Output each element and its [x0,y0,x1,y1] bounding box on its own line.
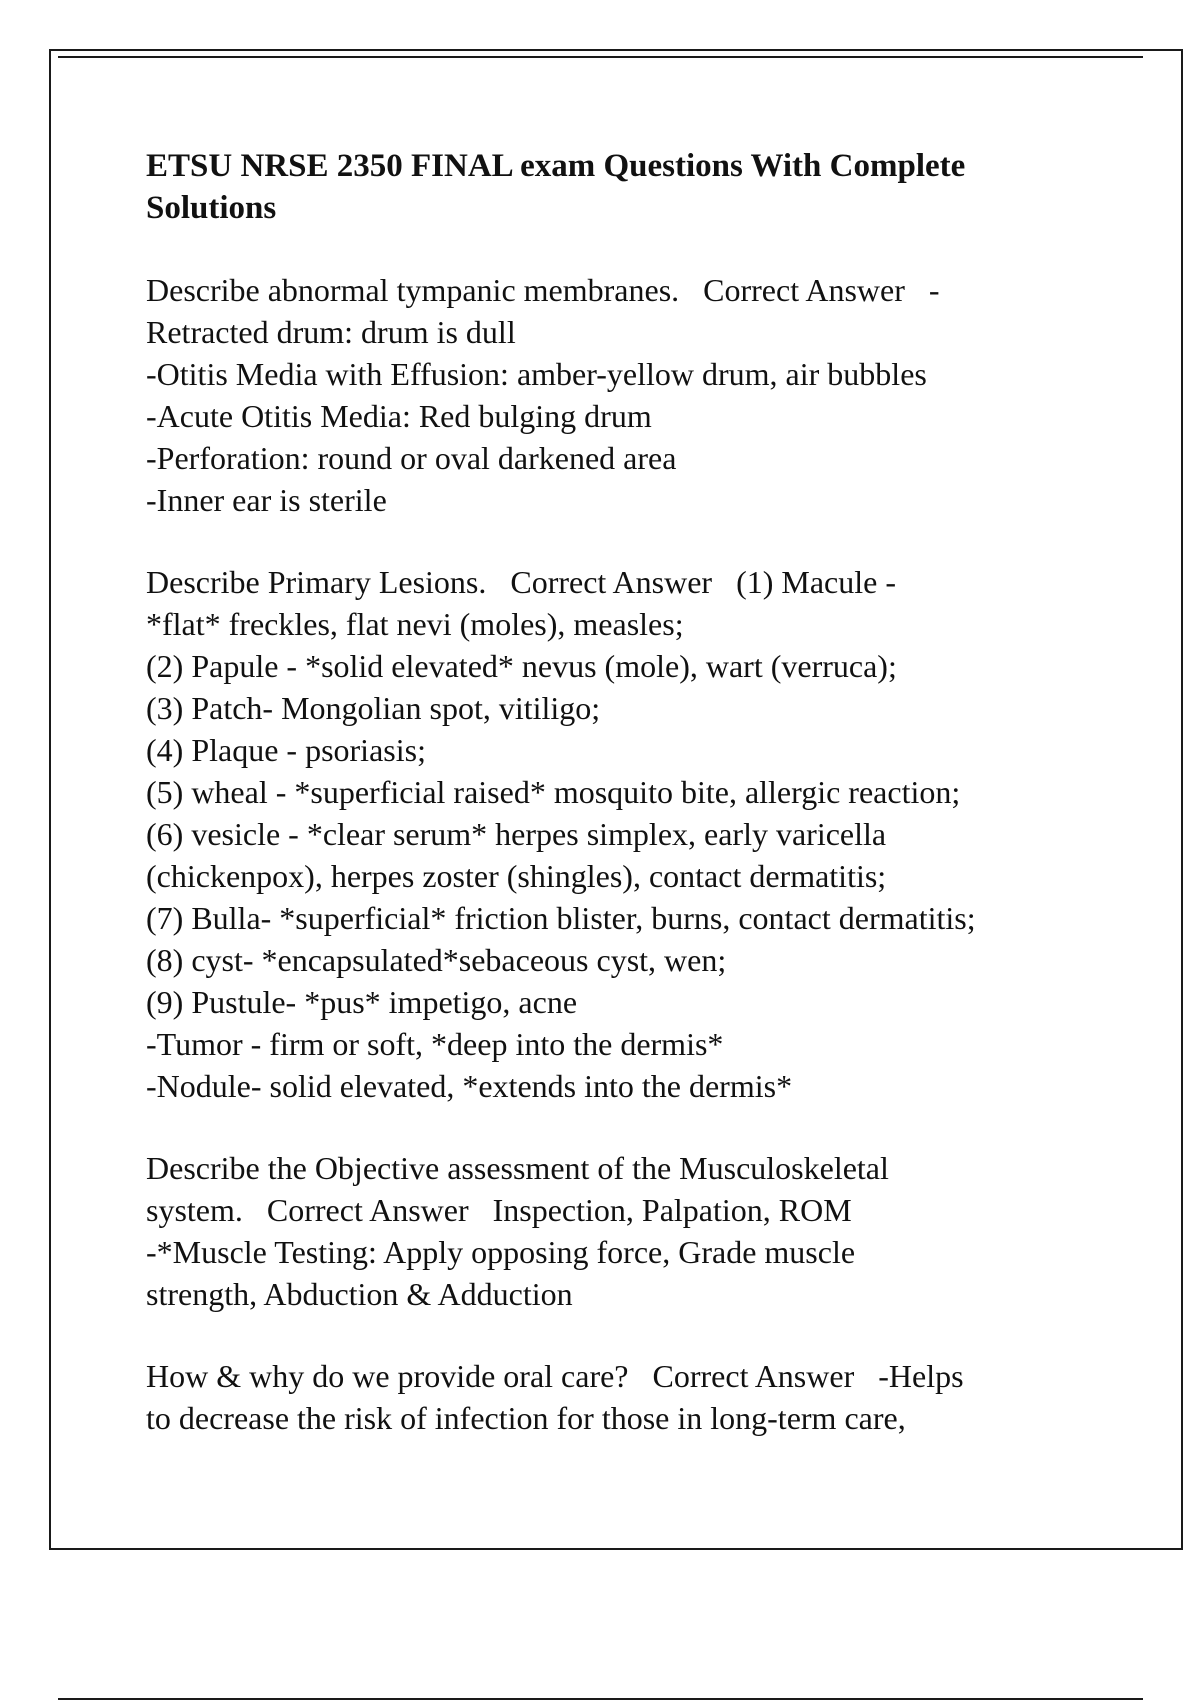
qa-line: -*Muscle Testing: Apply opposing force, Grade muscle [146,1234,856,1270]
qa-line: -Inner ear is sterile [146,482,387,518]
qa-line: -Acute Otitis Media: Red bulging drum [146,398,652,434]
qa-line: (4) Plaque - psoriasis; [146,732,426,768]
qa-line: Describe the Objective assessment of the Musculoskeletal [146,1150,889,1186]
title-line: Solutions [146,190,277,226]
qa-line: strength, Abduction & Adduction [146,1276,573,1312]
qa-line: (6) vesicle - *clear serum* herpes simplex, early varicella [146,816,887,852]
qa-block-musculoskeletal [146,1147,1146,1315]
qa-line: (9) Pustule- *pus* impetigo, acne [146,984,578,1020]
qa-line: *flat* freckles, flat nevi (moles), measles; [146,606,684,642]
qa-line: -Otitis Media with Effusion: amber-yellow drum, air bubbles [146,356,927,392]
qa-line: (2) Papule - *solid elevated* nevus (mole), wart (verruca); [146,648,897,684]
qa-block-tympanic-membranes [146,269,1146,521]
qa-line: (7) Bulla- *superficial* friction blister, burns, contact dermatitis; [146,900,976,936]
qa-line: Describe Primary Lesions. Correct Answer (1) Macule - [146,564,896,600]
qa-line: Describe abnormal tympanic membranes. Correct Answer - [146,272,940,308]
qa-block-oral-care [146,1355,1146,1439]
qa-line: (5) wheal - *superficial raised* mosquito bite, allergic reaction; [146,774,961,810]
qa-line: (chickenpox), herpes zoster (shingles), contact dermatitis; [146,858,887,894]
qa-line: (8) cyst- *encapsulated*sebaceous cyst, wen; [146,942,727,978]
top-rule-divider [58,56,1143,58]
qa-line: -Perforation: round or oval darkened area [146,440,677,476]
qa-block-primary-lesions [146,561,1146,1107]
qa-line: (3) Patch- Mongolian spot, vitiligo; [146,690,601,726]
qa-line: -Tumor - firm or soft, *deep into the dermis* [146,1026,724,1062]
document-body [146,145,1146,1479]
qa-line: -Nodule- solid elevated, *extends into the dermis* [146,1068,793,1104]
title-line: ETSU NRSE 2350 FINAL exam Questions With Complete [146,148,966,184]
document-title [146,145,1146,229]
qa-line: system. Correct Answer Inspection, Palpation, ROM [146,1192,852,1228]
qa-line: Retracted drum: drum is dull [146,314,516,350]
qa-line: How & why do we provide oral care? Correct Answer -Helps [146,1358,964,1394]
qa-line: to decrease the risk of infection for those in long-term care, [146,1400,906,1436]
